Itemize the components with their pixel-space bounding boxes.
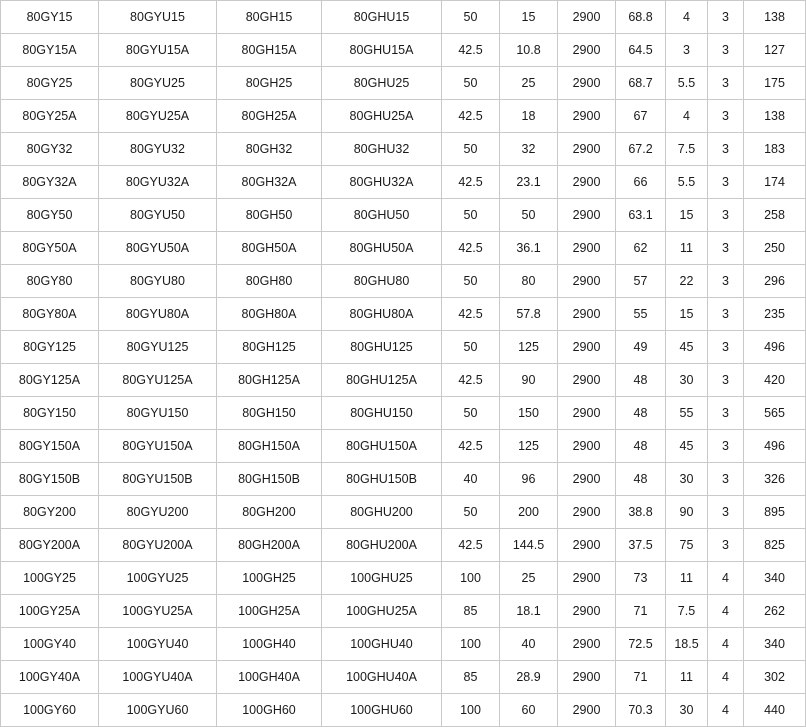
table-cell: 80GYU200A — [99, 529, 217, 562]
table-cell: 80GHU80A — [322, 298, 442, 331]
table-cell: 80GYU25 — [99, 67, 217, 100]
table-cell: 3 — [708, 199, 744, 232]
table-cell: 3 — [708, 166, 744, 199]
table-cell: 3 — [708, 397, 744, 430]
table-cell: 80GH80 — [217, 265, 322, 298]
table-cell: 40 — [500, 628, 558, 661]
table-cell: 80GHU125A — [322, 364, 442, 397]
table-cell: 80GYU15 — [99, 1, 217, 34]
table-cell: 175 — [744, 67, 806, 100]
table-cell: 80GH32A — [217, 166, 322, 199]
table-cell: 66 — [616, 166, 666, 199]
table-cell: 138 — [744, 100, 806, 133]
table-cell: 80GH15A — [217, 34, 322, 67]
table-cell: 100GHU60 — [322, 694, 442, 727]
table-cell: 67.2 — [616, 133, 666, 166]
table-cell: 80GYU150 — [99, 397, 217, 430]
table-cell: 57.8 — [500, 298, 558, 331]
table-cell: 96 — [500, 463, 558, 496]
table-cell: 80GYU32A — [99, 166, 217, 199]
table-cell: 80GY125A — [1, 364, 99, 397]
table-row — [1, 529, 806, 562]
table-row — [1, 661, 806, 694]
table-cell: 80GY80 — [1, 265, 99, 298]
table-cell: 496 — [744, 331, 806, 364]
table-cell: 80GYU150B — [99, 463, 217, 496]
table-cell: 100GY25 — [1, 562, 99, 595]
table-cell: 296 — [744, 265, 806, 298]
table-cell: 2900 — [558, 364, 616, 397]
table-cell: 90 — [666, 496, 708, 529]
table-cell: 50 — [500, 199, 558, 232]
table-cell: 100 — [442, 562, 500, 595]
table-cell: 895 — [744, 496, 806, 529]
table-cell: 100GH40A — [217, 661, 322, 694]
table-cell: 22 — [666, 265, 708, 298]
table-row — [1, 694, 806, 727]
table-cell: 37.5 — [616, 529, 666, 562]
table-cell: 4 — [708, 661, 744, 694]
table-cell: 36.1 — [500, 232, 558, 265]
table-cell: 80GY15A — [1, 34, 99, 67]
table-cell: 80GHU25 — [322, 67, 442, 100]
table-cell: 42.5 — [442, 232, 500, 265]
table-cell: 80GYU80A — [99, 298, 217, 331]
table-cell: 80GHU15 — [322, 1, 442, 34]
table-cell: 100GY60 — [1, 694, 99, 727]
table-cell: 2900 — [558, 67, 616, 100]
table-cell: 340 — [744, 628, 806, 661]
table-cell: 2900 — [558, 430, 616, 463]
table-cell: 100GHU40A — [322, 661, 442, 694]
table-cell: 80GHU150A — [322, 430, 442, 463]
table-cell: 80GH200A — [217, 529, 322, 562]
table-cell: 42.5 — [442, 364, 500, 397]
table-row — [1, 166, 806, 199]
table-cell: 3 — [708, 364, 744, 397]
table-cell: 2900 — [558, 1, 616, 34]
table-cell: 11 — [666, 661, 708, 694]
table-cell: 3 — [708, 298, 744, 331]
table-cell: 4 — [708, 628, 744, 661]
table-cell: 50 — [442, 397, 500, 430]
table-cell: 3 — [708, 1, 744, 34]
table-cell: 80GYU125 — [99, 331, 217, 364]
table-cell: 100GH25 — [217, 562, 322, 595]
table-cell: 10.8 — [500, 34, 558, 67]
table-body — [1, 1, 806, 727]
table-cell: 30 — [666, 694, 708, 727]
table-cell: 420 — [744, 364, 806, 397]
table-cell: 71 — [616, 595, 666, 628]
table-cell: 40 — [442, 463, 500, 496]
table-cell: 55 — [666, 397, 708, 430]
table-cell: 3 — [708, 232, 744, 265]
table-cell: 80GYU50A — [99, 232, 217, 265]
table-cell: 45 — [666, 430, 708, 463]
table-cell: 80GY32A — [1, 166, 99, 199]
table-cell: 2900 — [558, 562, 616, 595]
table-cell: 80GHU200 — [322, 496, 442, 529]
table-cell: 326 — [744, 463, 806, 496]
table-cell: 2900 — [558, 628, 616, 661]
table-cell: 235 — [744, 298, 806, 331]
table-cell: 5.5 — [666, 67, 708, 100]
table-cell: 80GHU15A — [322, 34, 442, 67]
table-cell: 340 — [744, 562, 806, 595]
table-cell: 2900 — [558, 694, 616, 727]
table-cell: 3 — [708, 67, 744, 100]
table-cell: 68.8 — [616, 1, 666, 34]
table-cell: 2900 — [558, 595, 616, 628]
table-cell: 90 — [500, 364, 558, 397]
table-cell: 42.5 — [442, 166, 500, 199]
table-cell: 100 — [442, 694, 500, 727]
table-cell: 2900 — [558, 265, 616, 298]
table-row — [1, 430, 806, 463]
table-cell: 7.5 — [666, 595, 708, 628]
table-row — [1, 397, 806, 430]
table-cell: 80GH15 — [217, 1, 322, 34]
table-cell: 100GY25A — [1, 595, 99, 628]
table-cell: 32 — [500, 133, 558, 166]
table-cell: 440 — [744, 694, 806, 727]
table-cell: 50 — [442, 496, 500, 529]
table-cell: 80GYU25A — [99, 100, 217, 133]
table-cell: 100GHU25 — [322, 562, 442, 595]
table-cell: 48 — [616, 430, 666, 463]
table-cell: 42.5 — [442, 34, 500, 67]
table-cell: 100GY40 — [1, 628, 99, 661]
table-cell: 11 — [666, 562, 708, 595]
table-cell: 3 — [666, 34, 708, 67]
table-cell: 42.5 — [442, 430, 500, 463]
table-cell: 150 — [500, 397, 558, 430]
table-cell: 73 — [616, 562, 666, 595]
table-cell: 30 — [666, 463, 708, 496]
table-cell: 50 — [442, 199, 500, 232]
table-cell: 2900 — [558, 232, 616, 265]
table-cell: 18.5 — [666, 628, 708, 661]
table-cell: 30 — [666, 364, 708, 397]
table-cell: 80GY200A — [1, 529, 99, 562]
table-cell: 100GY40A — [1, 661, 99, 694]
table-cell: 63.1 — [616, 199, 666, 232]
table-cell: 100GYU40A — [99, 661, 217, 694]
table-cell: 50 — [442, 331, 500, 364]
table-cell: 80GH200 — [217, 496, 322, 529]
table-cell: 3 — [708, 496, 744, 529]
table-cell: 72.5 — [616, 628, 666, 661]
table-cell: 62 — [616, 232, 666, 265]
table-cell: 2900 — [558, 166, 616, 199]
table-cell: 85 — [442, 595, 500, 628]
table-cell: 125 — [500, 331, 558, 364]
table-cell: 4 — [708, 595, 744, 628]
table-cell: 71 — [616, 661, 666, 694]
table-cell: 80GHU50A — [322, 232, 442, 265]
table-row — [1, 133, 806, 166]
table-cell: 3 — [708, 463, 744, 496]
table-cell: 70.3 — [616, 694, 666, 727]
table-row — [1, 562, 806, 595]
table-cell: 80GY125 — [1, 331, 99, 364]
table-cell: 15 — [500, 1, 558, 34]
table-cell: 80GYU15A — [99, 34, 217, 67]
table-cell: 80GH150B — [217, 463, 322, 496]
table-cell: 80GHU32 — [322, 133, 442, 166]
table-cell: 80GY150B — [1, 463, 99, 496]
table-cell: 50 — [442, 67, 500, 100]
table-cell: 42.5 — [442, 100, 500, 133]
table-cell: 80GY32 — [1, 133, 99, 166]
table-row — [1, 34, 806, 67]
table-cell: 49 — [616, 331, 666, 364]
table-cell: 80GY80A — [1, 298, 99, 331]
table-cell: 45 — [666, 331, 708, 364]
table-cell: 496 — [744, 430, 806, 463]
table-cell: 2900 — [558, 100, 616, 133]
table-row — [1, 199, 806, 232]
table-cell: 25 — [500, 67, 558, 100]
table-cell: 55 — [616, 298, 666, 331]
table-cell: 50 — [442, 133, 500, 166]
table-cell: 80GY200 — [1, 496, 99, 529]
table-row — [1, 331, 806, 364]
table-cell: 138 — [744, 1, 806, 34]
table-cell: 174 — [744, 166, 806, 199]
table-cell: 80GH150A — [217, 430, 322, 463]
table-cell: 100GYU25 — [99, 562, 217, 595]
table-cell: 80GYU32 — [99, 133, 217, 166]
table-cell: 3 — [708, 529, 744, 562]
table-cell: 80GHU150B — [322, 463, 442, 496]
table-cell: 80GYU150A — [99, 430, 217, 463]
table-cell: 2900 — [558, 331, 616, 364]
table-cell: 2900 — [558, 463, 616, 496]
table-cell: 127 — [744, 34, 806, 67]
table-cell: 80GHU32A — [322, 166, 442, 199]
table-cell: 262 — [744, 595, 806, 628]
table-cell: 100GH40 — [217, 628, 322, 661]
table-cell: 75 — [666, 529, 708, 562]
table-cell: 80GH32 — [217, 133, 322, 166]
table-cell: 68.7 — [616, 67, 666, 100]
table-cell: 38.8 — [616, 496, 666, 529]
table-row — [1, 463, 806, 496]
table-row — [1, 265, 806, 298]
table-cell: 7.5 — [666, 133, 708, 166]
table-cell: 80GH50 — [217, 199, 322, 232]
table-row — [1, 67, 806, 100]
table-cell: 2900 — [558, 661, 616, 694]
table-cell: 18 — [500, 100, 558, 133]
table-cell: 5.5 — [666, 166, 708, 199]
table-cell: 15 — [666, 199, 708, 232]
table-cell: 80GHU80 — [322, 265, 442, 298]
table-cell: 100GH60 — [217, 694, 322, 727]
table-cell: 64.5 — [616, 34, 666, 67]
table-cell: 60 — [500, 694, 558, 727]
table-cell: 67 — [616, 100, 666, 133]
table-cell: 80GHU50 — [322, 199, 442, 232]
table-cell: 80GYU50 — [99, 199, 217, 232]
table-row — [1, 232, 806, 265]
table-cell: 4 — [666, 1, 708, 34]
table-cell: 80GY25 — [1, 67, 99, 100]
table-cell: 2900 — [558, 529, 616, 562]
table-cell: 80GY150A — [1, 430, 99, 463]
table-cell: 80GH80A — [217, 298, 322, 331]
table-cell: 80GH25 — [217, 67, 322, 100]
table-cell: 48 — [616, 463, 666, 496]
table-cell: 250 — [744, 232, 806, 265]
table-cell: 183 — [744, 133, 806, 166]
table-cell: 3 — [708, 430, 744, 463]
table-cell: 3 — [708, 100, 744, 133]
table-cell: 144.5 — [500, 529, 558, 562]
table-cell: 200 — [500, 496, 558, 529]
table-cell: 100GH25A — [217, 595, 322, 628]
table-cell: 57 — [616, 265, 666, 298]
table-cell: 80GHU25A — [322, 100, 442, 133]
table-cell: 4 — [708, 562, 744, 595]
table-cell: 3 — [708, 34, 744, 67]
table-cell: 125 — [500, 430, 558, 463]
table-cell: 302 — [744, 661, 806, 694]
table-cell: 80GH125 — [217, 331, 322, 364]
table-cell: 80GYU200 — [99, 496, 217, 529]
table-cell: 565 — [744, 397, 806, 430]
table-cell: 3 — [708, 133, 744, 166]
table-cell: 258 — [744, 199, 806, 232]
table-cell: 48 — [616, 397, 666, 430]
table-cell: 80 — [500, 265, 558, 298]
table-cell: 25 — [500, 562, 558, 595]
table-row — [1, 1, 806, 34]
table-cell: 80GYU125A — [99, 364, 217, 397]
table-row — [1, 364, 806, 397]
table-cell: 80GH125A — [217, 364, 322, 397]
table-cell: 80GHU200A — [322, 529, 442, 562]
table-cell: 15 — [666, 298, 708, 331]
table-cell: 2900 — [558, 298, 616, 331]
table-cell: 80GYU80 — [99, 265, 217, 298]
table-cell: 100GYU60 — [99, 694, 217, 727]
table-cell: 3 — [708, 265, 744, 298]
table-cell: 48 — [616, 364, 666, 397]
table-row — [1, 298, 806, 331]
table-row — [1, 628, 806, 661]
table-cell: 80GH150 — [217, 397, 322, 430]
table-cell: 80GY25A — [1, 100, 99, 133]
table-cell: 2900 — [558, 496, 616, 529]
table-cell: 100GYU40 — [99, 628, 217, 661]
table-cell: 2900 — [558, 199, 616, 232]
table-cell: 4 — [666, 100, 708, 133]
table-cell: 42.5 — [442, 529, 500, 562]
table-cell: 100GHU25A — [322, 595, 442, 628]
table-cell: 80GH25A — [217, 100, 322, 133]
table-cell: 50 — [442, 265, 500, 298]
table-cell: 80GY150 — [1, 397, 99, 430]
table-row — [1, 496, 806, 529]
table-cell: 80GY15 — [1, 1, 99, 34]
table-cell: 85 — [442, 661, 500, 694]
table-cell: 825 — [744, 529, 806, 562]
table-cell: 28.9 — [500, 661, 558, 694]
table-cell: 4 — [708, 694, 744, 727]
table-cell: 23.1 — [500, 166, 558, 199]
table-cell: 80GHU150 — [322, 397, 442, 430]
table-cell: 3 — [708, 331, 744, 364]
table-row — [1, 100, 806, 133]
table-cell: 80GHU125 — [322, 331, 442, 364]
table-cell: 11 — [666, 232, 708, 265]
table-cell: 100 — [442, 628, 500, 661]
table-cell: 100GYU25A — [99, 595, 217, 628]
table-cell: 2900 — [558, 397, 616, 430]
table-cell: 2900 — [558, 34, 616, 67]
table-cell: 50 — [442, 1, 500, 34]
table-cell: 80GH50A — [217, 232, 322, 265]
table-cell: 18.1 — [500, 595, 558, 628]
table-cell: 100GHU40 — [322, 628, 442, 661]
table-row — [1, 595, 806, 628]
table-cell: 42.5 — [442, 298, 500, 331]
table-cell: 80GY50 — [1, 199, 99, 232]
table-cell: 80GY50A — [1, 232, 99, 265]
table-cell: 2900 — [558, 133, 616, 166]
